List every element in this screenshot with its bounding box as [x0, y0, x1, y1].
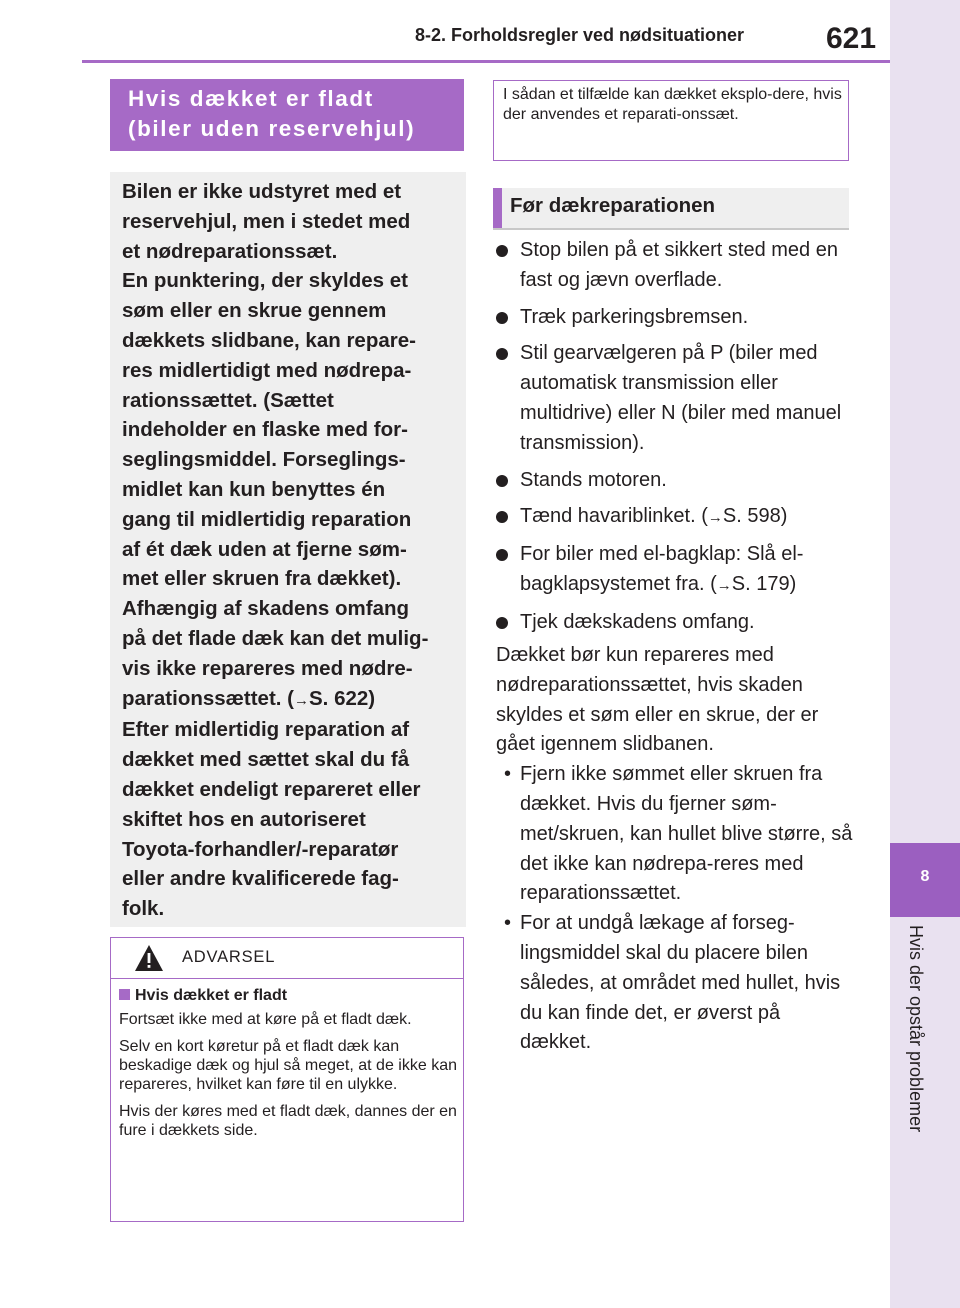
step-item — [496, 236, 856, 296]
intro-line: En punktering, der skyldes et — [122, 269, 408, 293]
intro-line: reservehjul, men i stedet med — [122, 209, 411, 233]
intro-line: søm eller en skrue gennem — [122, 299, 387, 323]
step-item — [496, 502, 856, 533]
step-text: Stop bilen på et sikkert sted med en fast og jævn overflade. — [520, 239, 838, 291]
section-heading-bar — [493, 188, 502, 228]
warning-subtitle — [119, 986, 463, 1005]
intro-line: gang til midlertidig reparation — [122, 507, 412, 531]
step-text: Stil gearvælgeren på P (biler med automatisk transmission eller multidrive) eller N (biler med manuel transmission). — [520, 342, 842, 454]
dot-item: • Fjern ikke sømmet eller skruen fra dækket. Hvis du fjerner søm-met/skruen, kan hullet blive større, så det ikke kan nødrepa-reres med reparationssættet. — [496, 760, 856, 909]
step-ref-link[interactable]: S. 179) — [731, 572, 797, 595]
step-item — [496, 303, 856, 333]
step-text: Træk parkeringsbremsen. — [520, 305, 749, 328]
side-tab-chapter-number: 8 — [920, 868, 930, 885]
warning-box — [110, 937, 464, 1222]
intro-line: indeholder en flaske med for- — [122, 418, 408, 442]
intro-line: folk. — [122, 897, 165, 921]
intro-line: seglingsmiddel. Forseglings- — [122, 448, 406, 472]
intro-line: Bilen er ikke udstyret med et — [122, 180, 402, 203]
intro-line: eller andre kvalificerede fag- — [122, 867, 399, 891]
repair-paragraph: Dækket bør kun repareres med nødreparationssættet, hvis skaden skyldes et søm eller en skrue, der er gået igennem slidbanen. — [496, 644, 819, 756]
intro-line: Afhængig af skadens omfang — [122, 597, 410, 621]
intro-line: Efter midlertidig reparation af — [122, 718, 410, 742]
bullet-icon — [496, 549, 508, 561]
section-heading-text: Før dækreparationen — [510, 194, 716, 217]
step-item — [496, 466, 856, 496]
warning-title: ADVARSEL — [182, 948, 276, 966]
intro-line: på det flade dæk kan det mulig- — [122, 626, 429, 650]
step-text: For biler med el-bagklap: Slå el-bagklapsystemet fra. ( — [520, 543, 804, 595]
side-tab-label: Hvis der opstår problemer — [906, 925, 926, 1133]
section-heading — [493, 188, 849, 230]
arrow-icon: → — [716, 576, 732, 594]
bullet-icon — [496, 617, 508, 629]
warning-paragraph: Hvis der køres med et fladt dæk, dannes der en fure i dækkets side. — [119, 1103, 457, 1139]
step-ref-link[interactable]: S. 598) — [722, 505, 788, 528]
step-item — [496, 339, 856, 458]
intro-line: dækket med sættet skal du få — [122, 748, 410, 772]
steps-list — [496, 236, 856, 645]
page-header-title: 8-2. Forholdsregler ved nødsituationer — [415, 25, 745, 45]
dot-item: • For at undgå lækage af forseg-lingsmiddel skal du placere bilen således, at området med hullet, hvis du kan finde det, er øverst på dækket. — [496, 909, 856, 1058]
warning-header — [111, 938, 463, 979]
intro-line: Toyota-forhandler/-reparatør — [122, 837, 399, 861]
bullet-icon — [496, 348, 508, 360]
step-item — [496, 608, 856, 638]
intro-line: midlet kan kun benyttes én — [122, 477, 386, 501]
section-title-line-2: (biler uden reservehjul) — [128, 116, 416, 141]
intro-line: skiftet hos en autoriseret — [122, 807, 366, 831]
warning-triangle-icon — [134, 944, 164, 972]
arrow-icon: → — [707, 509, 723, 527]
header-rule — [82, 60, 890, 63]
warning-subtitle-text: Hvis dækket er fladt — [135, 987, 288, 1004]
intro-line: met eller skruen fra dækket). — [122, 567, 402, 591]
intro-line: dækket endeligt repareret eller — [122, 777, 421, 801]
intro-ref-line — [122, 684, 466, 716]
square-bullet-icon — [119, 989, 130, 1000]
intro-ref-prefix: parationssættet. ( — [122, 686, 294, 710]
intro-line: et nødreparationssæt. — [122, 239, 338, 263]
repair-paragraph-block — [496, 641, 856, 1058]
intro-ref-link[interactable]: S. 622) — [309, 686, 376, 710]
intro-line: vis ikke repareres med nødre- — [122, 656, 413, 680]
bullet-icon — [496, 245, 508, 257]
warning-body — [111, 979, 463, 1140]
step-text: Tjek dækskadens omfang. — [520, 610, 755, 633]
intro-line: dækkets slidbane, kan repare- — [122, 328, 416, 352]
bullet-icon — [496, 511, 508, 523]
warning-paragraph: Selv en kort køretur på et fladt dæk kan beskadige dæk og hjul så meget, at de ikke kan repareres, hvilket kan føre til en ulykke. — [119, 1038, 457, 1093]
intro-line: af ét dæk uden at fjerne søm- — [122, 537, 407, 561]
page-number: 621 — [826, 22, 877, 55]
intro-line: res midlertidigt med nødrepa- — [122, 358, 412, 382]
intro-box — [110, 172, 466, 927]
step-text: Tænd havariblinket. ( — [520, 505, 708, 528]
arrow-icon: → — [294, 691, 309, 709]
intro-line: rationssættet. (Sættet — [122, 388, 334, 412]
bullet-icon — [496, 312, 508, 324]
continued-note-box: I sådan et tilfælde kan dækket eksplo-dere, hvis der anvendes et reparati-onssæt. — [493, 80, 849, 161]
bullet-icon — [496, 475, 508, 487]
step-item — [496, 540, 856, 601]
step-text: Stands motoren. — [520, 468, 667, 491]
warning-paragraph: Fortsæt ikke med at køre på et fladt dæk. — [119, 1011, 412, 1028]
section-title-line-1: Hvis dækket er fladt — [128, 86, 374, 111]
section-title-box — [110, 79, 464, 151]
